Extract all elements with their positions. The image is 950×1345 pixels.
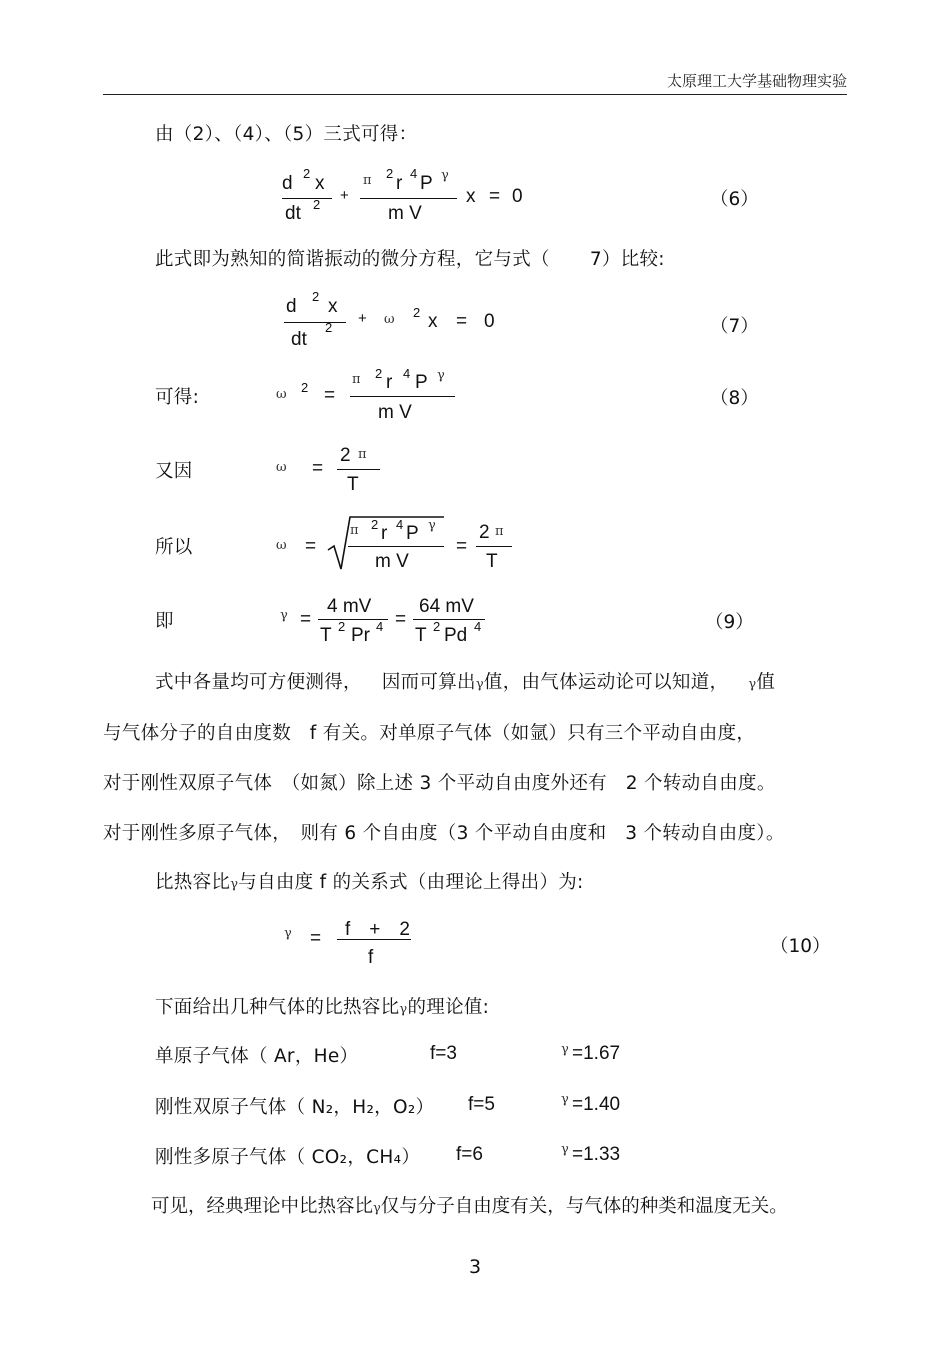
eq9-T2: T [415, 625, 427, 646]
suoyi-T: T [486, 551, 498, 572]
eq6-gamma: γ [441, 168, 449, 183]
eq9-eq2: = [395, 609, 407, 630]
eq9-sup: 2 [433, 619, 441, 634]
eq6-dt: dt [285, 203, 301, 224]
para2-b: 与自由度 f 的关系式（由理论上得出）为: [238, 872, 584, 893]
gas-row-gamma: γ [561, 1092, 569, 1107]
para1-l1a: 式中各量均可方便测得， [155, 672, 362, 693]
gas-row-f: f=6 [456, 1144, 483, 1165]
suoyi-bar2 [476, 546, 512, 547]
gamma-symbol: γ [475, 677, 484, 692]
eq6-zero: 0 [512, 186, 523, 207]
gas-row-f: f=5 [468, 1094, 495, 1115]
para3-a: 下面给出几种气体的比热容比 [155, 997, 400, 1018]
para1-l1c: 值，由气体运动论可以知道， [483, 672, 729, 693]
eq8-label: （8） [710, 388, 759, 409]
eq6-sup: 2 [313, 197, 321, 212]
eq8-lead: 可得: [155, 387, 200, 408]
eq7-dt: dt [291, 329, 307, 350]
intro-text: 由（2）、（4）、（5）三式可得： [155, 124, 418, 145]
eq7-sup: 2 [325, 320, 333, 335]
gas-row-name: 刚性多原子气体（ CO₂，CH₄） [155, 1147, 421, 1168]
eq7-eq: = [456, 311, 468, 332]
para3 [155, 993, 489, 1019]
suoyi-lead: 所以 [155, 537, 193, 558]
eq8-mV: m V [378, 402, 412, 423]
para1-l1b: 因而可算出 [381, 672, 476, 693]
suoyi-bar1 [348, 546, 444, 547]
eq7-sup: 2 [312, 289, 320, 304]
yin-bar [337, 469, 380, 470]
para1-line2: 与气体分子的自由度数 f 有关。对单原子气体（如氩）只有三个平动自由度， [103, 723, 756, 744]
page-number: 3 [468, 1256, 482, 1278]
eq6-sup: 2 [303, 166, 311, 181]
gamma-symbol: γ [230, 877, 239, 892]
para3-b: 的理论值: [407, 997, 490, 1018]
eq6-bar2 [360, 198, 457, 199]
eq7-x: x [328, 296, 338, 317]
gas-row-value: =1.33 [572, 1144, 621, 1165]
eq8-eq: = [324, 385, 336, 406]
eq8-sup: 2 [375, 366, 383, 381]
conclusion-b: 仅与分子自由度有关，与气体的种类和温度无关。 [380, 1196, 788, 1217]
eq6-r: r [396, 173, 403, 194]
yin-eq: = [312, 458, 324, 479]
gas-row-name: 刚性双原子气体（ N₂，H₂，O₂） [155, 1097, 435, 1118]
eq9-Pr: Pr [351, 625, 370, 646]
eq8-sup: 2 [301, 380, 309, 395]
eq10-label: （10） [770, 936, 831, 957]
harmonic-text-b: 7）比较: [589, 249, 665, 270]
eq9-lead: 即 [155, 611, 174, 632]
conclusion-a: 可见，经典理论中比热容比 [151, 1196, 374, 1217]
eq9-T: T [320, 625, 332, 646]
suoyi-two: 2 [479, 522, 490, 543]
suoyi-sup: 2 [371, 517, 379, 532]
para2 [155, 868, 584, 894]
conclusion [151, 1192, 788, 1218]
gas-row-gamma: γ [561, 1142, 569, 1157]
eq6-P: P [420, 173, 433, 194]
suoyi-pi: π [350, 523, 359, 538]
eq8-omega: ω [276, 387, 287, 402]
gamma-symbol: γ [399, 1002, 408, 1017]
eq7-plus: + [358, 310, 367, 327]
suoyi-eq: = [305, 536, 317, 557]
eq8-sup: 4 [403, 366, 411, 381]
gas-row-name: 单原子气体（ Ar，He） [155, 1046, 359, 1067]
eq9-gamma: γ [280, 608, 288, 623]
eq9-eq: = [300, 609, 312, 630]
para1-line3: 对于刚性双原子气体 （如氮）除上述 3 个平动自由度外还有 2 个转动自由度。 [103, 773, 776, 794]
eq7-d: d [286, 296, 297, 317]
eq10-gamma: γ [284, 926, 292, 941]
eq7-zero: 0 [484, 311, 495, 332]
eq9-Pd: Pd [444, 625, 468, 646]
yin-T: T [347, 474, 359, 495]
gas-row-f: f=3 [430, 1043, 457, 1064]
suoyi-P: P [406, 523, 419, 544]
eq9-sup: 4 [474, 619, 482, 634]
para2-a: 比热容比 [155, 872, 231, 893]
eq6-mV: m V [388, 203, 422, 224]
harmonic-text [155, 245, 665, 271]
gamma-symbol: γ [373, 1201, 381, 1216]
eq9-label: （9） [705, 612, 754, 633]
gamma-symbol: γ [748, 677, 757, 692]
running-header: 太原理工大学基础物理实验 [666, 72, 847, 90]
suoyi-omega: ω [276, 538, 287, 553]
para1-line4: 对于刚性多原子气体， 则有 6 个自由度（3 个平动自由度和 3 个转动自由度）。 [103, 823, 785, 844]
header-rule [103, 94, 847, 95]
suoyi-r: r [381, 523, 388, 544]
gas-row-value: =1.67 [572, 1043, 621, 1064]
yin-two: 2 [340, 445, 351, 466]
eq7-x2: x [428, 311, 438, 332]
gas-row-value: =1.40 [572, 1094, 621, 1115]
suoyi-sup: 4 [396, 517, 404, 532]
eq6-sup: 4 [410, 166, 418, 181]
eq6-plus: + [340, 187, 349, 204]
yin-omega: ω [276, 460, 287, 475]
yin-pi: π [358, 447, 367, 462]
eq8-P: P [415, 372, 428, 393]
eq10-eq: = [310, 928, 322, 949]
eq9-sup: 2 [338, 619, 346, 634]
eq7-omega: ω [384, 312, 395, 327]
suoyi-mV: m V [375, 551, 409, 572]
para1-line1 [155, 668, 775, 694]
eq9-num2: 64 mV [419, 596, 474, 617]
harmonic-text-a: 此式即为熟知的简谐振动的微分方程，它与式（ [155, 249, 550, 270]
eq7-bar [284, 322, 346, 323]
eq6-label: （6） [710, 189, 759, 210]
para1-l1d: 值 [756, 672, 776, 693]
eq10-den: f [368, 947, 374, 968]
suoyi-eq2: = [456, 536, 468, 557]
eq6-pi: π [363, 173, 372, 188]
eq8-r: r [386, 372, 393, 393]
eq6-bar1 [282, 198, 332, 199]
yin-lead: 又因 [155, 461, 193, 482]
eq9-sup: 4 [376, 619, 384, 634]
eq6-x: x [315, 173, 325, 194]
eq8-bar [350, 396, 455, 397]
eq6-eq: = [489, 186, 501, 207]
gas-row-gamma: γ [561, 1042, 569, 1057]
eq10-num: f + 2 [345, 919, 410, 940]
eq8-pi: π [352, 372, 361, 387]
suoyi-pi2: π [495, 524, 504, 539]
suoyi-gamma: γ [428, 518, 436, 533]
eq10-bar [337, 939, 411, 940]
eq6-d: d [282, 173, 293, 194]
eq8-gamma: γ [437, 368, 445, 383]
eq7-label: （7） [710, 316, 759, 337]
eq9-num1: 4 mV [327, 596, 372, 617]
eq7-sup: 2 [413, 305, 421, 320]
eq6-sup: 2 [386, 166, 394, 181]
eq6-x2: x [466, 186, 476, 207]
